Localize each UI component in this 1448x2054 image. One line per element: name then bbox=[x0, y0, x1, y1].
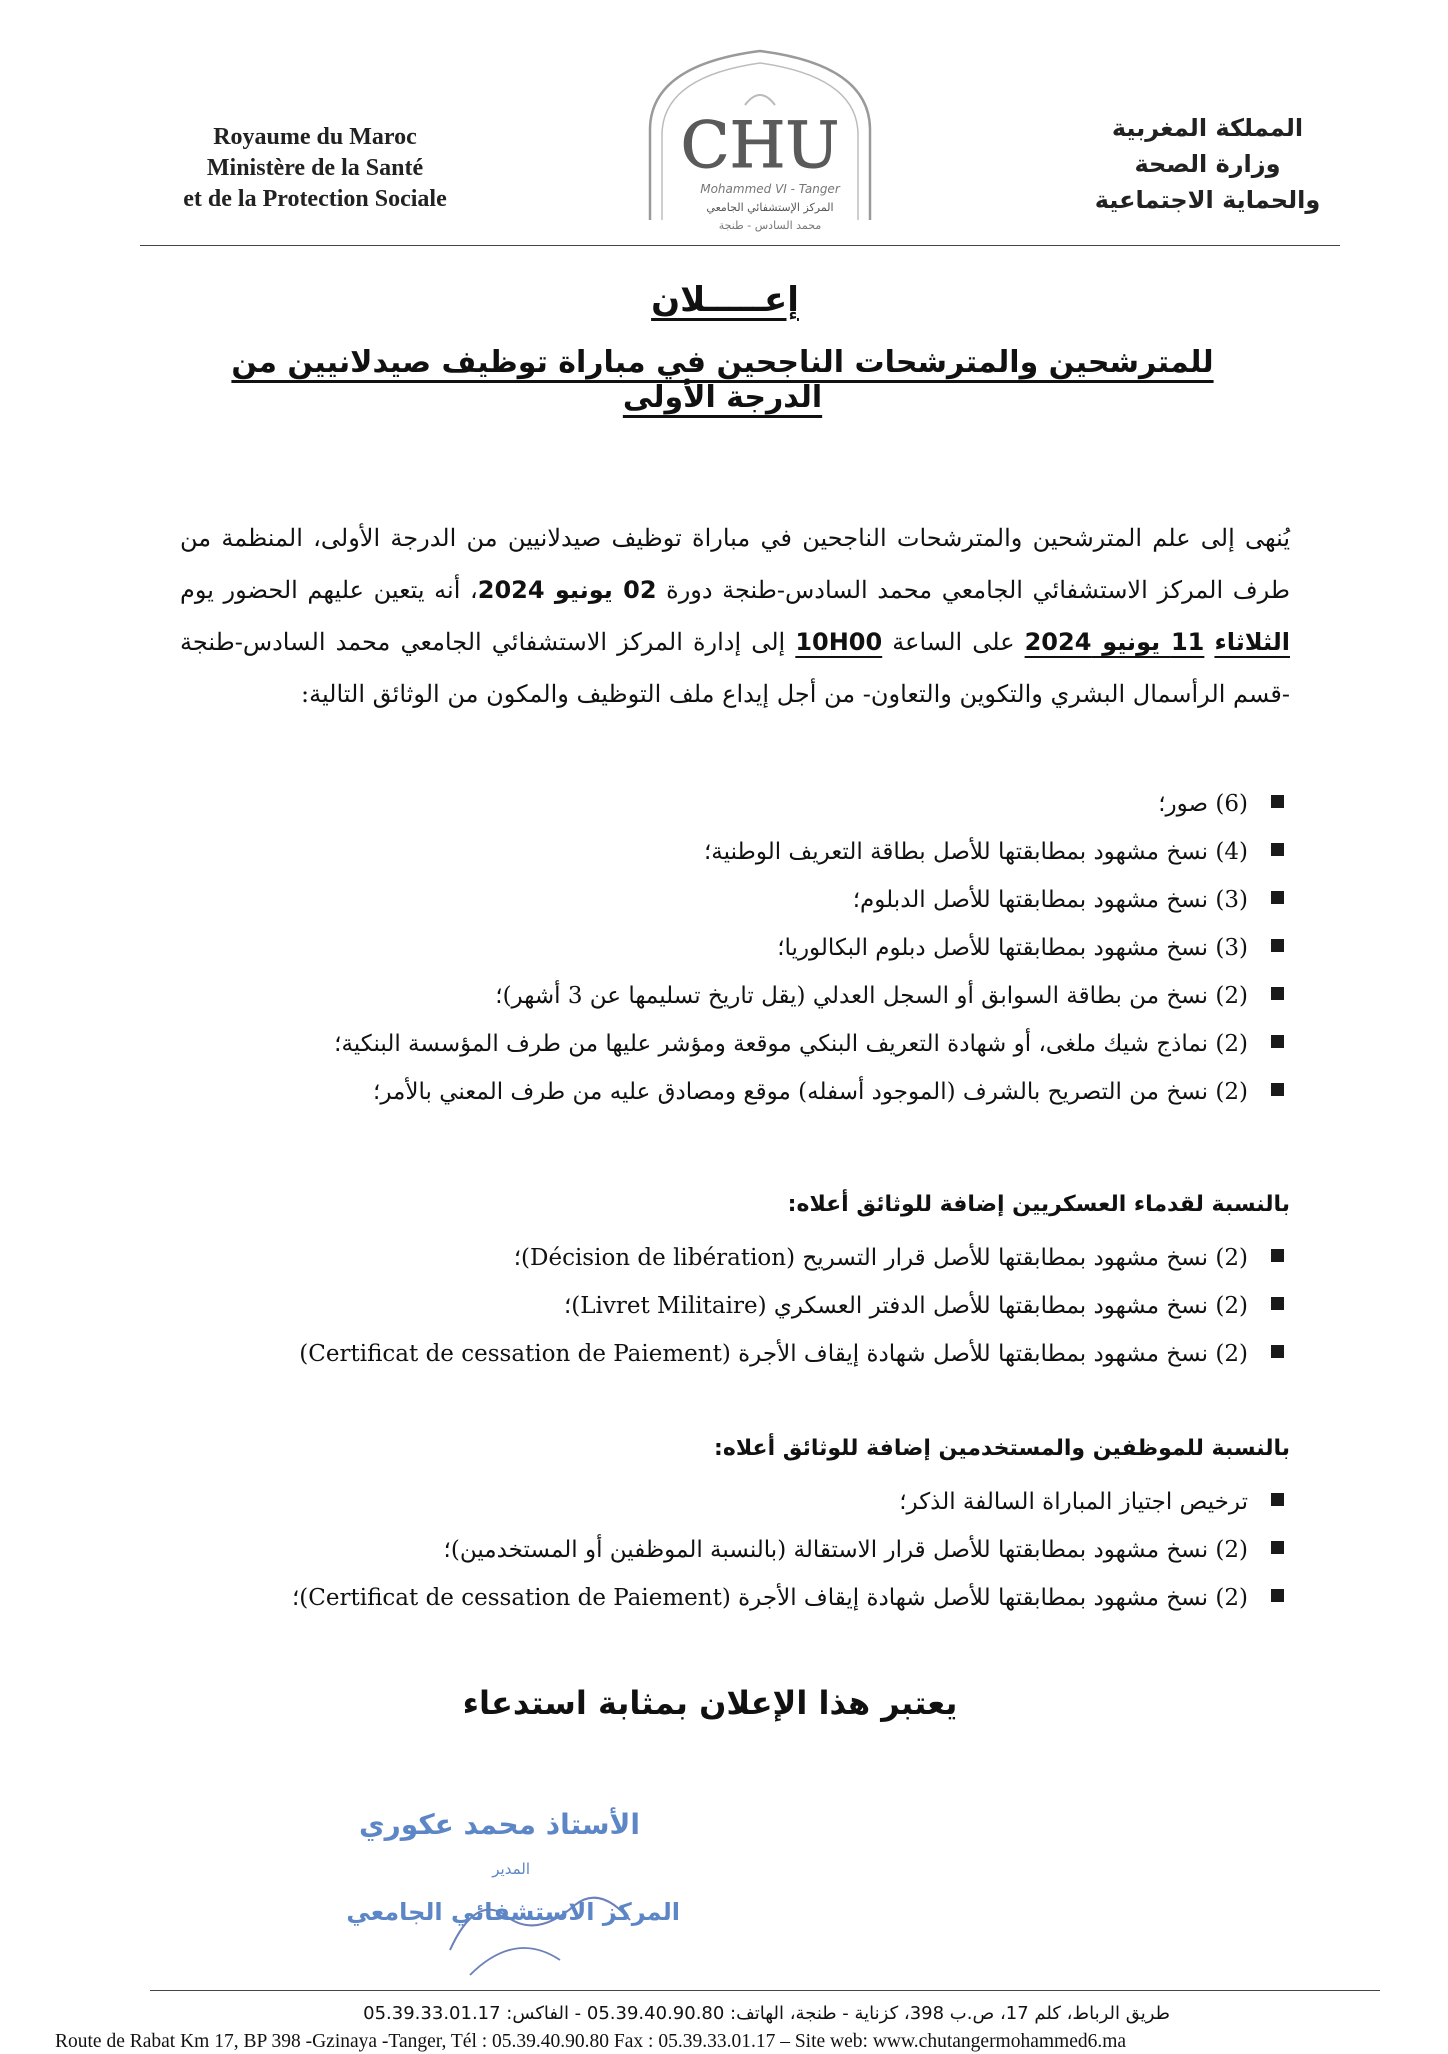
list-item-text: (2) نسخ مشهود بمطابقتها للأصل شهادة إيقاف الأجرة (Certificat de cessation de Paiement) bbox=[299, 1341, 1248, 1367]
military-section-heading: بالنسبة لقدماء العسكريين إضافة للوثائق أعلاه: bbox=[787, 1192, 1290, 1217]
list-item bbox=[270, 930, 1290, 978]
announcement-subject: للمترشحين والمترشحات الناجحين في مباراة توظيف صيدلانيين من الدرجة الأولى bbox=[231, 345, 1214, 415]
bullet-icon bbox=[1271, 1589, 1284, 1602]
list-item bbox=[270, 1074, 1290, 1122]
bullet-icon bbox=[1271, 795, 1284, 808]
list-item bbox=[270, 786, 1290, 834]
header-fr-line: Ministère de la Santé bbox=[206, 155, 424, 181]
list-item-text: (3) نسخ مشهود بمطابقتها للأصل دبلوم البكالوريا؛ bbox=[777, 935, 1248, 961]
list-item-text: (2) نماذج شيك ملغى، أو شهادة التعريف البنكي موقعة ومؤشر عليها من طرف المؤسسة البنكية؛ bbox=[334, 1031, 1248, 1057]
list-item bbox=[270, 978, 1290, 1026]
intro-text-4: إلى إدارة المركز الاستشفائي الجامعي محمد السادس-طنجة -قسم الرأسمال البشري والتكوين والتعاون- من أجل إيداع ملف التوظيف والمكون من الوثائق التالية: bbox=[180, 628, 1290, 708]
intro-text-1: يُنهى إلى علم المترشحين والمترشحات الناجحين في مباراة توظيف صيدلانيين من الدرجة الأولى، المنظمة من طرف المركز الاستشفائي الجامعي محمد السادس-طنجة دورة bbox=[180, 524, 1290, 604]
bullet-icon bbox=[1271, 1345, 1284, 1358]
attendance-day: الثلاثاء bbox=[1214, 628, 1290, 656]
footer-address-fr: Route de Rabat Km 17, BP 398 -Gzinaya -Tanger, Tél : 05.39.40.90.80 Fax : 05.39.33.01.17 – Site web: www.chutangermohammed6.ma bbox=[55, 2031, 1127, 2052]
logo-sub-fr: Mohammed VI - Tanger bbox=[700, 182, 840, 196]
list-item bbox=[270, 1484, 1290, 1532]
header-ar-line: المملكة المغربية bbox=[1111, 114, 1304, 142]
bullet-icon bbox=[1271, 1083, 1284, 1096]
list-item-text: (3) نسخ مشهود بمطابقتها للأصل الدبلوم؛ bbox=[852, 887, 1248, 913]
signature-name: الأستاذ محمد عكوري bbox=[359, 1808, 640, 1841]
list-item-text: (2) نسخ مشهود بمطابقتها للأصل الدفتر العسكري (Livret Militaire)؛ bbox=[563, 1293, 1248, 1319]
bullet-icon bbox=[1271, 1541, 1284, 1554]
chu-logo bbox=[630, 45, 890, 245]
list-item-text: ترخيص اجتياز المباراة السالفة الذكر؛ bbox=[899, 1489, 1248, 1515]
logo-main-text: CHU bbox=[680, 109, 840, 183]
logo-sub-ar1: المركز الإستشفائي الجامعي bbox=[706, 201, 834, 214]
header-ar bbox=[1080, 110, 1335, 218]
intro-paragraph bbox=[180, 512, 1290, 720]
bullet-icon bbox=[1271, 1297, 1284, 1310]
list-item bbox=[270, 1240, 1290, 1288]
header-ar-line: وزارة الصحة bbox=[1134, 150, 1281, 178]
list-item-text: (2) نسخ من بطاقة السوابق أو السجل العدلي (يقل تاريخ تسليمها عن 3 أشهر)؛ bbox=[495, 983, 1248, 1009]
list-item-text: (4) نسخ مشهود بمطابقتها للأصل بطاقة التعريف الوطنية؛ bbox=[704, 839, 1248, 865]
header-fr-line: Royaume du Maroc bbox=[213, 124, 417, 150]
list-item-text: (6) صور؛ bbox=[1158, 791, 1248, 817]
list-item bbox=[270, 1580, 1290, 1628]
attendance-time: 10H00 bbox=[795, 628, 883, 656]
bullet-icon bbox=[1271, 1249, 1284, 1262]
header-fr-line: et de la Protection Sociale bbox=[183, 186, 447, 212]
exam-date: 02 يونيو 2024 bbox=[477, 576, 657, 604]
military-documents-list bbox=[270, 1240, 1290, 1384]
bullet-icon bbox=[1271, 843, 1284, 856]
list-item bbox=[270, 882, 1290, 930]
signature-stamp bbox=[300, 1800, 680, 1980]
bullet-icon bbox=[1271, 939, 1284, 952]
announcement-title: إعـــــلان bbox=[651, 280, 799, 320]
list-item bbox=[270, 1532, 1290, 1580]
bullet-icon bbox=[1271, 987, 1284, 1000]
signature-role: المدير bbox=[492, 1860, 530, 1878]
bullet-icon bbox=[1271, 1493, 1284, 1506]
logo-sub-ar2: محمد السادس - طنجة bbox=[718, 219, 822, 232]
signature-org: المركز الاستشفائي الجامعي bbox=[346, 1898, 680, 1926]
list-item-text: (2) نسخ من التصريح بالشرف (الموجود أسفله) موقع ومصادق عليه من طرف المعني بالأمر؛ bbox=[373, 1079, 1248, 1105]
employees-section-heading: بالنسبة للموظفين والمستخدمين إضافة للوثائق أعلاه: bbox=[714, 1436, 1290, 1461]
bullet-icon bbox=[1271, 891, 1284, 904]
bullet-icon bbox=[1271, 1035, 1284, 1048]
footer-divider bbox=[150, 1990, 1380, 1991]
header-divider bbox=[140, 245, 1340, 246]
attendance-date: 11 يونيو 2024 bbox=[1024, 628, 1205, 656]
employees-documents-list bbox=[270, 1484, 1290, 1628]
list-item-text: (2) نسخ مشهود بمطابقتها للأصل قرار التسريح (Décision de libération)؛ bbox=[513, 1245, 1248, 1271]
header-fr bbox=[135, 122, 495, 215]
list-item bbox=[270, 1336, 1290, 1384]
list-item bbox=[270, 1026, 1290, 1074]
list-item-text: (2) نسخ مشهود بمطابقتها للأصل قرار الاستقالة (بالنسبة الموظفين أو المستخدمين)؛ bbox=[443, 1537, 1248, 1563]
list-item-text: (2) نسخ مشهود بمطابقتها للأصل شهادة إيقاف الأجرة (Certificat de cessation de Paiement)؛ bbox=[291, 1585, 1248, 1611]
footer-address-ar: طريق الرباط، كلم 17، ص.ب 398، كزناية - طنجة، الهاتف: 05.39.40.90.80 - الفاكس: 05.39.33.01.17 bbox=[363, 2003, 1170, 2024]
required-documents-list bbox=[270, 786, 1290, 1122]
intro-text-2: ، أنه يتعين عليهم الحضور يوم bbox=[180, 576, 478, 604]
header-ar-line: والحماية الاجتماعية bbox=[1094, 186, 1321, 214]
list-item bbox=[270, 1288, 1290, 1336]
closing-statement: يعتبر هذا الإعلان بمثابة استدعاء bbox=[462, 1684, 958, 1722]
list-item bbox=[270, 834, 1290, 882]
intro-text-3: على الساعة bbox=[882, 628, 1025, 656]
